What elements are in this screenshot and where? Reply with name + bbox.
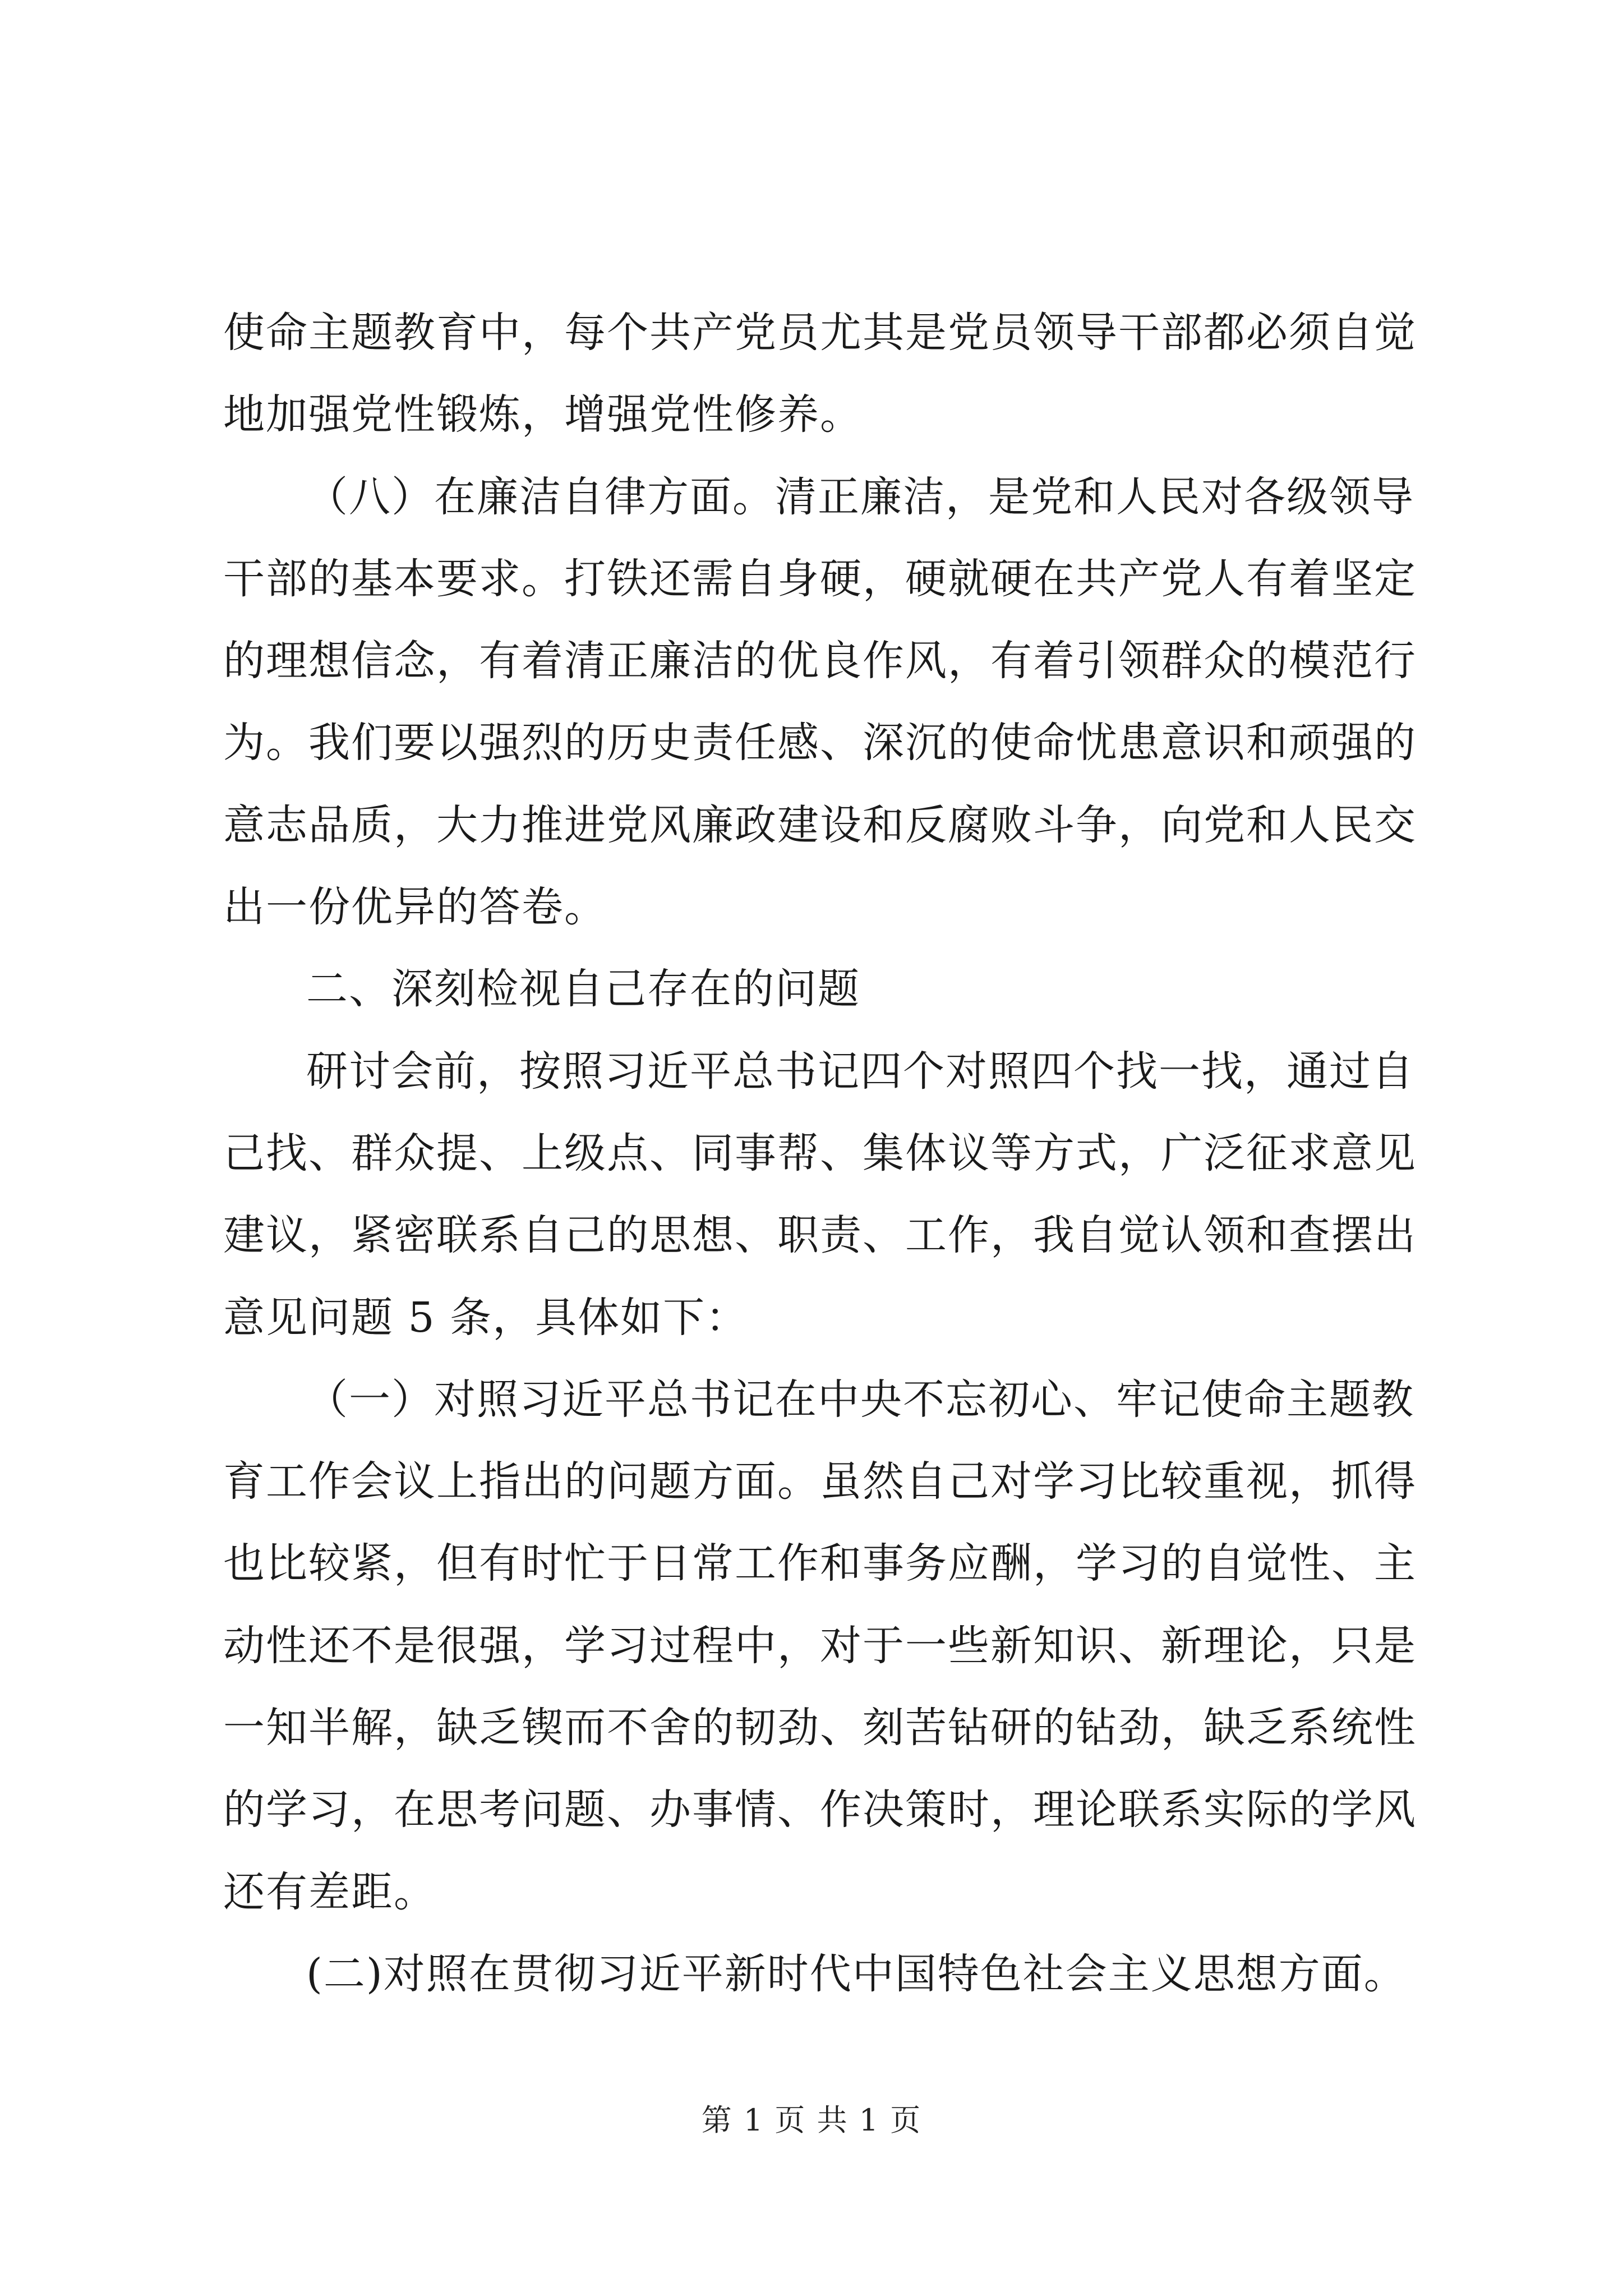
- body-line: 使命主题教育中，每个共产党员尤其是党员领导干部都必须自觉: [223, 309, 1417, 357]
- section-eight-heading-line: （八）在廉洁自律方面。清正廉洁，是党和人民对各级领导: [306, 472, 1414, 521]
- body-line: 建议，紧密联系自己的思想、职责、工作，我自觉认领和查摆出: [223, 1211, 1417, 1260]
- body-line: 干部的基本要求。打铁还需自身硬，硬就硬在共产党人有着坚定: [223, 554, 1417, 603]
- body-line: 意志品质，大力推进党风廉政建设和反腐败斗争，向党和人民交: [223, 800, 1417, 849]
- body-line: 的理想信念，有着清正廉洁的优良作风，有着引领群众的模范行: [223, 637, 1417, 685]
- body-line: 的学习，在思考问题、办事情、作决策时，理论联系实际的学风: [223, 1786, 1417, 1834]
- body-line: 育工作会议上指出的问题方面。虽然自己对学习比较重视，抓得: [223, 1457, 1417, 1506]
- document-body: [223, 292, 1423, 2015]
- paragraph-start-line: 研讨会前，按照习近平总书记四个对照四个找一找，通过自: [306, 1047, 1414, 1096]
- section-two-heading: 二、深刻检视自己存在的问题: [306, 965, 860, 1014]
- body-line: 为。我们要以强烈的历史责任感、深沉的使命忧患意识和顽强的: [223, 719, 1417, 767]
- item-one-heading-line: （一）对照习近平总书记在中央不忘初心、牢记使命主题教: [306, 1375, 1414, 1424]
- body-line: 地加强党性锻炼，增强党性修养。: [223, 390, 863, 439]
- item-two-heading-line: (二)对照在贯彻习近平新时代中国特色社会主义思想方面。: [306, 1949, 1407, 1998]
- body-line: 一知半解，缺乏锲而不舍的韧劲、刻苦钻研的钻劲，缺乏系统性: [223, 1704, 1417, 1752]
- body-line: 己找、群众提、上级点、同事帮、集体议等方式，广泛征求意见: [223, 1129, 1417, 1177]
- body-line: 动性还不是很强，学习过程中，对于一些新知识、新理论，只是: [223, 1621, 1417, 1670]
- body-line: 还有差距。: [223, 1867, 436, 1916]
- body-line: 出一份优异的答卷。: [223, 883, 607, 932]
- page-footer: 第 1 页 共 1 页: [701, 2102, 922, 2138]
- body-line: 意见问题 5 条，具体如下：: [223, 1293, 749, 1342]
- body-line: 也比较紧，但有时忙于日常工作和事务应酬，学习的自觉性、主: [223, 1539, 1417, 1588]
